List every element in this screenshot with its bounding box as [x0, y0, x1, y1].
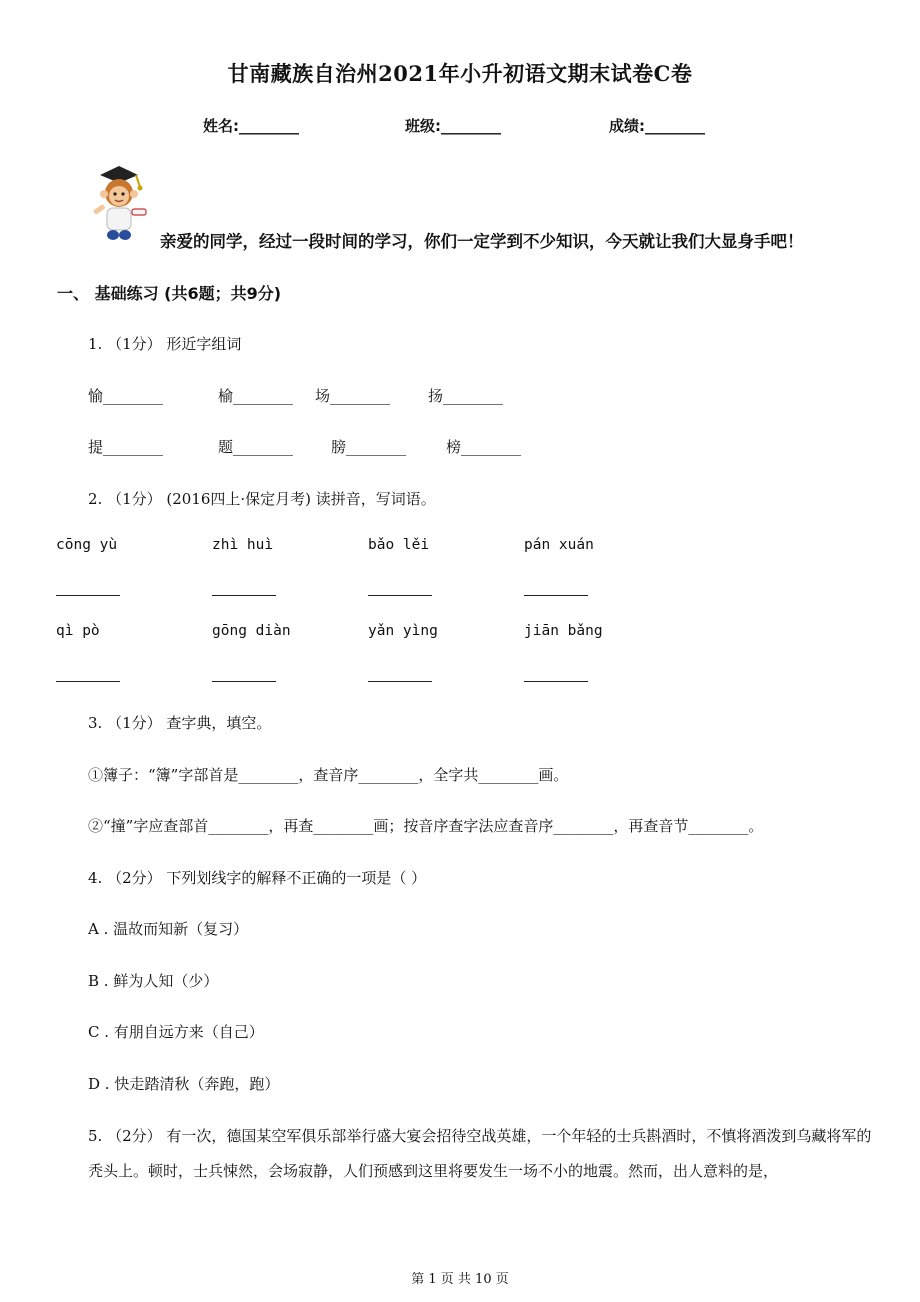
answer-blank — [212, 681, 276, 682]
name-field: 姓名:________ — [203, 117, 299, 135]
student-mascot-icon — [86, 163, 152, 245]
q1-item: 提________ — [88, 438, 164, 456]
section-heading: 一、 基础练习 (共6题；共9分) — [57, 284, 282, 303]
q1-item: 榆________ — [218, 387, 294, 405]
greeting-text: 亲爱的同学，经过一段时间的学习，你们一定学到不少知识，今天就让我们大显身手吧！ — [160, 232, 804, 251]
question-5-text: 5. （2分） 有一次，德国某空军俱乐部举行盛大宴会招待空战英雄，一个年轻的士兵斟酒时，不慎将酒泼到乌藏将军的秃头上。顿时，士兵悚然，会场寂静，人们预感到这里将要发生一场不小的地震。然而，出人意料的是， — [88, 1127, 872, 1180]
question-2-stem: 2. （1分） (2016四上·保定月考) 读拼音，写词语。 — [88, 490, 436, 508]
answer-blank — [368, 595, 432, 596]
question-1-stem: 1. （1分） 形近字组词 — [88, 335, 242, 353]
pinyin-label: bǎo lěi — [368, 537, 430, 553]
pinyin-label: zhì huì — [212, 537, 274, 553]
question-3-stem: 3. （1分） 查字典，填空。 — [88, 714, 272, 732]
option-c: C . 有朋自远方来（自己） — [88, 1023, 264, 1041]
q1-item: 愉________ — [88, 387, 164, 405]
option-b: B . 鲜为人知（少） — [88, 972, 219, 990]
answer-blank — [56, 595, 120, 596]
answer-blank — [524, 681, 588, 682]
pinyin-label: jiān bǎng — [524, 623, 603, 639]
q1-item: 场________ — [315, 387, 391, 405]
pinyin-label: qì pò — [56, 623, 100, 639]
pinyin-label: pán xuán — [524, 537, 594, 553]
q1-item: 题________ — [218, 438, 294, 456]
question-3-line-1: ①簿子：“簿”字部首是________，查音序________，全字共________画。 — [88, 766, 569, 784]
answer-blank — [56, 681, 120, 682]
answer-blank — [212, 595, 276, 596]
q1-item: 扬________ — [428, 387, 504, 405]
q1-item: 膀________ — [331, 438, 407, 456]
pinyin-label: gōng diàn — [212, 623, 291, 639]
page-footer: 第 1 页 共 10 页 — [411, 1272, 509, 1287]
class-field: 班级:________ — [405, 117, 501, 135]
answer-blank — [524, 595, 588, 596]
option-d: D . 快走踏清秋（奔跑，跑） — [88, 1075, 280, 1093]
question-3-line-2: ②“撞”字应查部首________，再查________画；按音序查字法应查音序________，再查音节________。 — [88, 817, 764, 835]
option-a: A . 温故而知新（复习） — [88, 920, 249, 938]
q1-item: 榜________ — [446, 438, 522, 456]
page-title: 甘南藏族自治州2021年小升初语文期末试卷C卷 — [227, 61, 693, 86]
pinyin-label: cōng yù — [56, 537, 118, 553]
question-4-stem: 4. （2分） 下列划线字的解释不正确的一项是（ ） — [88, 869, 427, 887]
answer-blank — [368, 681, 432, 682]
pinyin-label: yǎn yìng — [368, 623, 438, 639]
score-field: 成绩:________ — [609, 117, 705, 135]
